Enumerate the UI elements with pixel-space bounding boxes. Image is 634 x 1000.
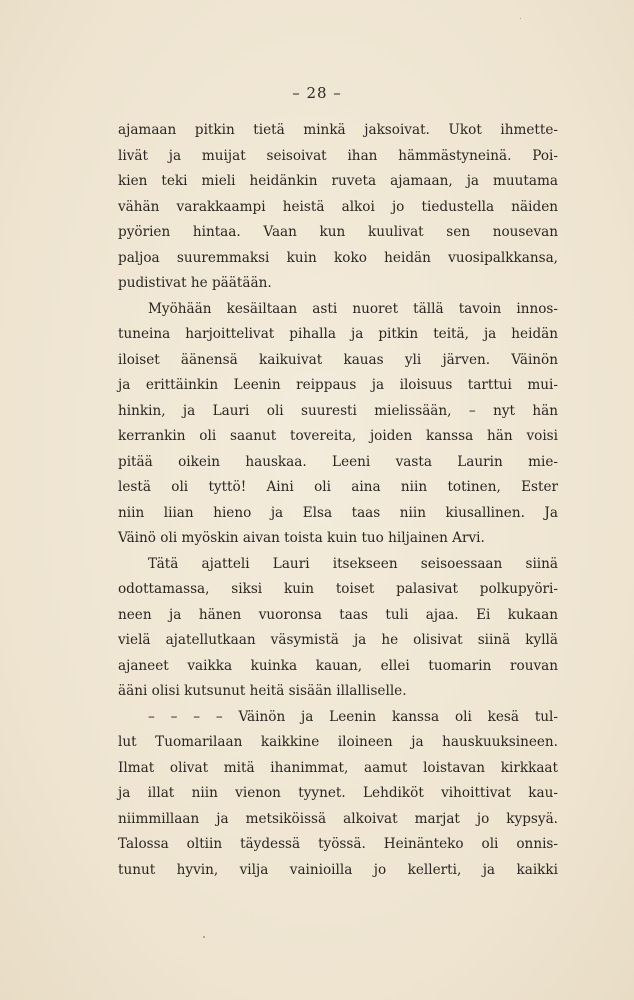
text-line: Väinö oli myöskin aivan toista kuin tuo hiljainen Arvi.	[118, 530, 485, 546]
text-line: Tätä ajatteli Lauri itsekseen seisoessaan siinä	[148, 555, 558, 572]
paper-speck	[203, 936, 205, 938]
text-line: lut Tuomarilaan kaikkine iloineen ja hauskuuksineen.	[118, 734, 558, 750]
text-line: Talossa oltiin täydessä työssä. Heinänteko oli onnis-	[118, 836, 558, 852]
text-line: ajaneet vaikka kuinka kauan, ellei tuomarin rouvan	[118, 657, 558, 674]
text-line: kerrankin oli saanut tovereita, joiden kanssa hän voisi	[118, 428, 558, 444]
text-line: ääni olisi kutsunut heitä sisään illalliselle.	[118, 683, 407, 699]
text-line: Ilmat olivat mitä ihanimmat, aamut loistavan kirkkaat	[118, 759, 558, 776]
text-line: odottamassa, siksi kuin toiset palasivat polkupyöri-	[118, 581, 558, 597]
text-line: paljoa suuremmaksi kuin koko heidän vuosipalkkansa,	[118, 249, 558, 266]
text-line: ja erittäinkin Leenin reippaus ja iloisuus tarttui mui-	[118, 377, 558, 393]
text-line: ajamaan pitkin tietä minkä jaksoivat. Ukot ihmette-	[118, 122, 558, 138]
text-line: hinkin, ja Lauri oli suuresti mielissään, – nyt hän	[118, 402, 558, 419]
text-line: vähän varakkaampi heistä alkoi jo tiedustella näiden	[118, 198, 558, 215]
text-line: pyörien hintaa. Vaan kun kuulivat sen nousevan	[118, 224, 558, 240]
text-line: Myöhään kesäiltaan asti nuoret tällä tavoin innos-	[148, 300, 558, 317]
text-line: tunut hyvin, vilja vainioilla jo kellerti, ja kaikki	[118, 861, 558, 878]
text-line: tuneina harjoittelivat pihalla ja pitkin teitä, ja heidän	[118, 326, 558, 342]
text-line: – – – – Väinön ja Leenin kanssa oli kesä tul-	[148, 708, 558, 725]
page-number: – 28 –	[292, 84, 342, 102]
text-line: niin liian hieno ja Elsa taas niin kiusallinen. Ja	[118, 504, 558, 521]
text-line: ja illat niin vienon tyynet. Lehdiköt vihoittivat kau-	[118, 785, 558, 801]
text-line: livät ja muijat seisoivat ihan hämmästyneinä. Poi-	[118, 147, 558, 164]
text-line: neen ja hänen vuoronsa taas tuli ajaa. Ei kukaan	[118, 606, 558, 623]
text-line: kien teki mieli heidänkin ruveta ajamaan, ja muutama	[118, 173, 558, 189]
text-line: lestä oli tyttö! Aini oli aina niin totinen, Ester	[118, 479, 558, 495]
text-line: vielä ajatellutkaan väsymistä ja he olisivat siinä kyllä	[118, 632, 558, 648]
text-line: niimmillaan ja metsiköissä alkoivat marjat jo kypsyä.	[118, 810, 558, 827]
text-line: pudistivat he päätään.	[118, 275, 272, 291]
body-text	[118, 118, 558, 883]
text-line: pitää oikein hauskaa. Leeni vasta Laurin mie-	[118, 453, 558, 470]
text-line: iloiset äänensä kaikuivat kauas yli järven. Väinön	[118, 351, 558, 368]
paper-speck	[520, 18, 521, 19]
